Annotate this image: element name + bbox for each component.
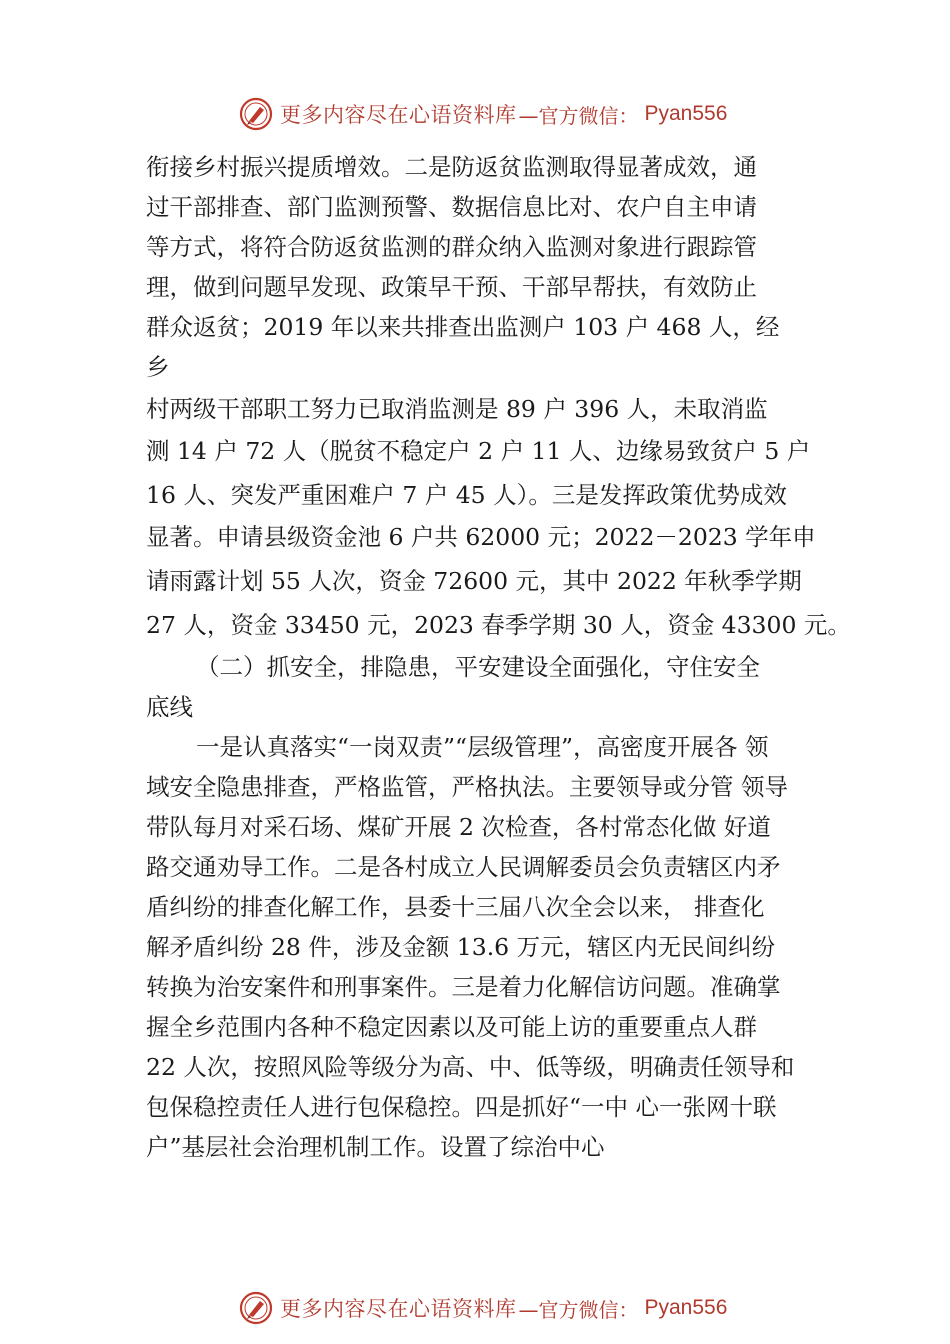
body-line: 握全乡范围内各种不稳定因素以及可能上访的重要重点人群 <box>146 1013 757 1041</box>
header-wechat-account: Pyan556 <box>644 102 728 125</box>
body-line: 乡 <box>146 353 170 381</box>
footer-banner-text: 更多内容尽在心语资料库 <box>280 1297 517 1321</box>
section-heading-continued: 底线 <box>146 693 193 721</box>
body-line: 解矛盾纠纷 28 件，涉及金额 13.6 万元，辖区内无民间纠纷 <box>146 933 776 961</box>
footer-banner <box>238 1288 727 1328</box>
footer-wechat-account: Pyan556 <box>644 1296 728 1319</box>
body-line: 请雨露计划 55 人次，资金 72600 元，其中 2022 年秋季学期 <box>146 567 802 595</box>
body-line: 一是认真落实“一岗双责”“层级管理”，高密度开展各 领 <box>196 733 769 761</box>
header-banner-separator: —官方微信： <box>518 103 639 128</box>
body-line: 群众返贫；2019 年以来共排查出监测户 103 户 468 人，经 <box>146 313 780 341</box>
body-line: 测 14 户 72 人（脱贫不稳定户 2 户 11 人、边缘易致贫户 5 户 <box>146 437 811 465</box>
header-banner-text: 更多内容尽在心语资料库 <box>280 103 517 127</box>
fountain-pen-logo-icon <box>238 96 274 132</box>
section-heading: （二）抓安全，排隐患，平安建设全面强化，守住安全 <box>196 653 760 681</box>
footer-banner-separator: —官方微信： <box>518 1297 639 1322</box>
body-line: 显著。申请县级资金池 6 户共 62000 元；2022－2023 学年申 <box>146 523 816 551</box>
body-line: 27 人，资金 33450 元，2023 春季学期 30 人，资金 43300 元。 <box>146 611 851 639</box>
body-line: 衔接乡村振兴提质增效。二是防返贫监测取得显著成效，通 <box>146 153 757 181</box>
body-line: 盾纠纷的排查化解工作，县委十三届八次全会以来， 排查化 <box>146 893 765 921</box>
body-line: 域安全隐患排查，严格监管，严格执法。主要领导或分管 领导 <box>146 773 788 801</box>
body-line: 路交通劝导工作。二是各村成立人民调解委员会负责辖区内矛 <box>146 853 781 881</box>
fountain-pen-logo-icon <box>238 1290 274 1326</box>
body-line: 带队每月对采石场、煤矿开展 2 次检查，各村常态化做 好道 <box>146 813 771 841</box>
body-line: 等方式，将符合防返贫监测的群众纳入监测对象进行跟踪管 <box>146 233 757 261</box>
header-banner <box>238 94 727 134</box>
body-line: 村两级干部职工努力已取消监测是 89 户 396 人，未取消监 <box>146 395 768 423</box>
body-line: 户”基层社会治理机制工作。设置了综治中心 <box>146 1133 605 1161</box>
body-line: 22 人次，按照风险等级分为高、中、低等级，明确责任领导和 <box>146 1053 795 1081</box>
body-line: 16 人、突发严重困难户 7 户 45 人）。三是发挥政策优势成效 <box>146 481 787 509</box>
body-line: 包保稳控责任人进行包保稳控。四是抓好“一中 心一张网十联 <box>146 1093 777 1121</box>
body-line: 理，做到问题早发现、政策早干预、干部早帮扶，有效防止 <box>146 273 757 301</box>
body-line: 转换为治安案件和刑事案件。三是着力化解信访问题。准确掌 <box>146 973 781 1001</box>
body-line: 过干部排查、部门监测预警、数据信息比对、农户自主申请 <box>146 193 757 221</box>
